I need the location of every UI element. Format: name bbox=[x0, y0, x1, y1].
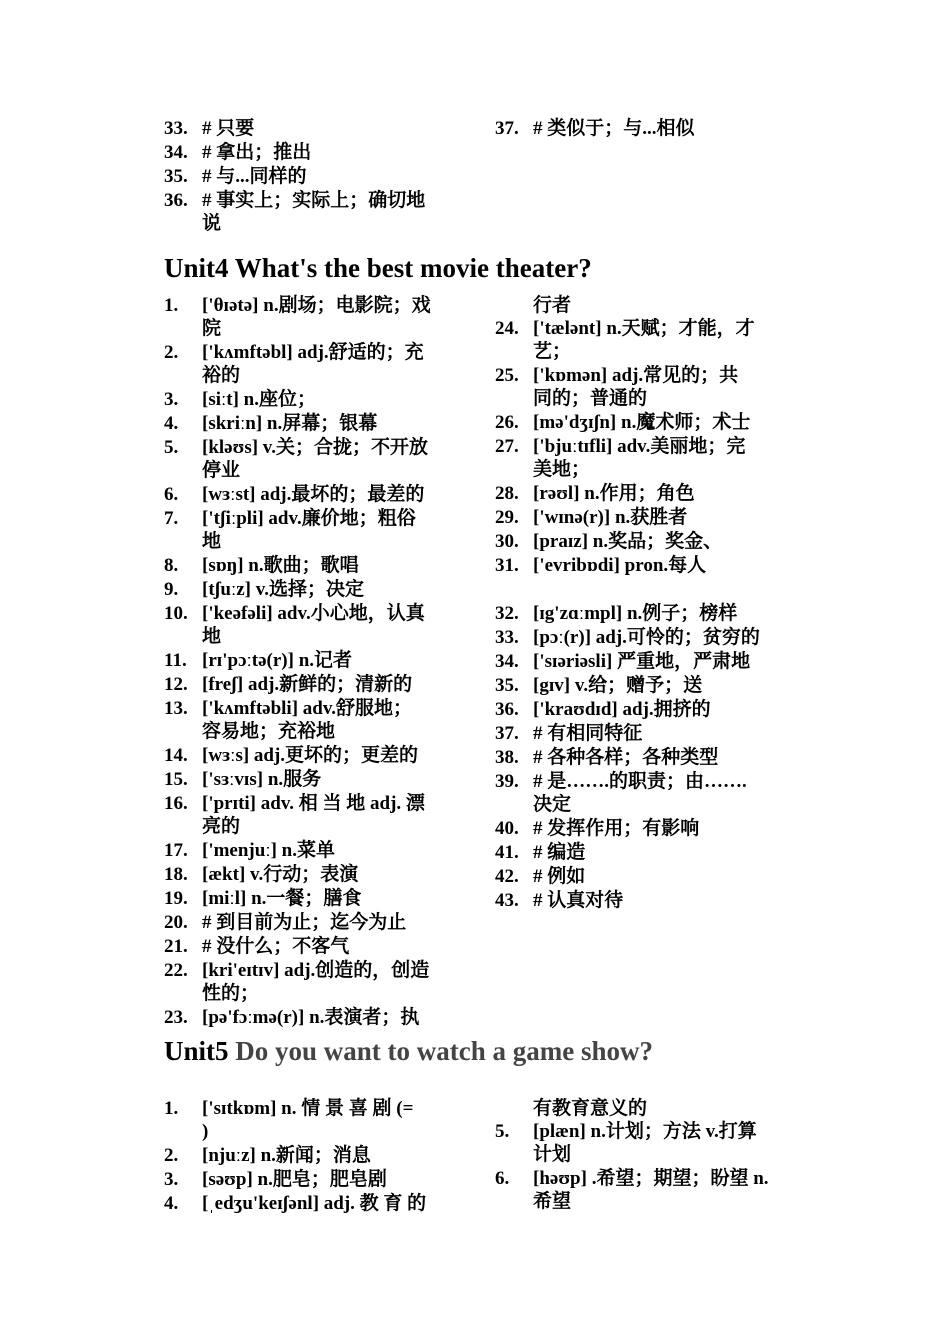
item-number: 29. bbox=[495, 507, 519, 528]
item-number: 20. bbox=[164, 912, 188, 933]
item-text-line: 希望 bbox=[533, 1191, 572, 1212]
item-text-line: 裕的 bbox=[202, 365, 241, 386]
item-text-line: [siːt] n.座位； bbox=[202, 389, 317, 410]
item-text-line: [miːl] n.一餐；膳食 bbox=[202, 888, 362, 909]
unit4-heading: Unit4 What's the best movie theater? bbox=[164, 253, 592, 283]
item-text-line: ['menjuː] n.菜单 bbox=[202, 840, 336, 861]
item-text-line: # 事实上；实际上；确切地 bbox=[202, 190, 426, 211]
item-text-line: # 各种各样；各种类型 bbox=[533, 747, 719, 768]
item-text-line: 艺； bbox=[533, 341, 572, 362]
unit5-heading bbox=[164, 1035, 653, 1067]
item-number: 6. bbox=[495, 1168, 510, 1189]
item-text-line: ['prɪti] adv. 相 当 地 adj. 漂 bbox=[202, 793, 425, 814]
item-number: 5. bbox=[495, 1121, 510, 1142]
item-text-line: ['kʌmftəbl] adj.舒适的；充 bbox=[202, 342, 424, 363]
item-number: 35. bbox=[495, 675, 519, 696]
item-number: 36. bbox=[164, 190, 188, 211]
item-number: 33. bbox=[164, 118, 188, 139]
item-text-line: ['bjuːtɪfli] adv.美丽地；完 bbox=[533, 436, 746, 457]
item-number: 14. bbox=[164, 745, 188, 766]
item-text-line: ['sɜːvɪs] n.服务 bbox=[202, 769, 322, 790]
item-number: 15. bbox=[164, 769, 188, 790]
item-text-line: # 类似于；与...相似 bbox=[533, 118, 695, 139]
item-text-line: [ækt] v.行动；表演 bbox=[202, 864, 359, 885]
item-number: 31. bbox=[495, 555, 519, 576]
item-text-line: ['θɪətə] n.剧场；电影院；戏 bbox=[202, 295, 431, 316]
item-number: 12. bbox=[164, 674, 188, 695]
item-number: 36. bbox=[495, 699, 519, 720]
item-number: 25. bbox=[495, 365, 519, 386]
item-number: 1. bbox=[164, 1098, 179, 1119]
item-text-line: [mə'dʒɪʃn] n.魔术师；术士 bbox=[533, 412, 751, 433]
item-text-line: ['kraʊdɪd] adj.拥挤的 bbox=[533, 699, 711, 720]
item-text-line: [həʊp] .希望；期望；盼望 n. bbox=[533, 1168, 769, 1189]
item-text-line: ['sɪtkɒm] n. 情 景 喜 剧 (= bbox=[202, 1098, 414, 1119]
item-text-line: ['wɪnə(r)] n.获胜者 bbox=[533, 507, 688, 528]
item-number: 4. bbox=[164, 413, 179, 434]
item-text-line: ['sɪəriəsli] 严重地，严肃地 bbox=[533, 651, 751, 672]
item-text-line: [njuːz] n.新闻；消息 bbox=[202, 1145, 371, 1166]
item-text-line: # 是…….的职责；由……. bbox=[533, 771, 747, 792]
item-number: 17. bbox=[164, 840, 188, 861]
item-number: 33. bbox=[495, 627, 519, 648]
item-number: 35. bbox=[164, 166, 188, 187]
item-number: 1. bbox=[164, 295, 179, 316]
item-text-line: 地 bbox=[202, 626, 222, 647]
item-number: 30. bbox=[495, 531, 519, 552]
item-number: 2. bbox=[164, 342, 179, 363]
item-number: 21. bbox=[164, 936, 188, 957]
item-number: 3. bbox=[164, 389, 179, 410]
item-text-line: 计划 bbox=[533, 1144, 572, 1165]
item-text-line: ['kɒmən] adj.常见的；共 bbox=[533, 365, 739, 386]
item-text-line: # 与...同样的 bbox=[202, 166, 307, 187]
item-text-line: # 拿出；推出 bbox=[202, 142, 312, 163]
unit5-heading-rest: Do you want to watch a game show? bbox=[235, 1036, 654, 1066]
item-number: 37. bbox=[495, 723, 519, 744]
item-text-line: 院 bbox=[202, 318, 222, 339]
item-number: 27. bbox=[495, 436, 519, 457]
unit4-right-continuation: 行者 bbox=[533, 295, 572, 316]
item-number: 43. bbox=[495, 890, 519, 911]
item-text-line: # 认真对待 bbox=[533, 890, 624, 911]
item-number: 22. bbox=[164, 960, 188, 981]
item-text-line: 说 bbox=[202, 213, 222, 234]
item-text-line: [ˌedʒu'keɪʃənl] adj. 教 育 的 bbox=[202, 1193, 427, 1214]
item-number: 16. bbox=[164, 793, 188, 814]
item-text-line: # 发挥作用；有影响 bbox=[533, 818, 700, 839]
item-text-line: ['tʃiːpli] adv.廉价地；粗俗 bbox=[202, 508, 416, 529]
item-text-line: [rɪ'pɔːtə(r)] n.记者 bbox=[202, 650, 353, 671]
item-number: 3. bbox=[164, 1169, 179, 1190]
item-number: 38. bbox=[495, 747, 519, 768]
item-text-line: [pə'fɔːmə(r)] n.表演者；执 bbox=[202, 1007, 420, 1028]
item-text-line: [rəʊl] n.作用；角色 bbox=[533, 483, 695, 504]
item-text-line: 性的； bbox=[202, 983, 260, 1004]
item-number: 19. bbox=[164, 888, 188, 909]
item-text-line: [freʃ] adj.新鲜的；清新的 bbox=[202, 674, 413, 695]
item-text-line: [tʃuːz] v.选择；决定 bbox=[202, 579, 364, 600]
item-text-line: [pɔː(r)] adj.可怜的；贫穷的 bbox=[533, 627, 760, 648]
item-text-line: [kləʊs] v.关；合拢；不开放 bbox=[202, 437, 429, 458]
item-number: 9. bbox=[164, 579, 179, 600]
unit5-heading-prefix: Unit5 bbox=[164, 1036, 236, 1066]
item-text-line: [plæn] n.计划；方法 v.打算 bbox=[533, 1121, 757, 1142]
item-number: 2. bbox=[164, 1145, 179, 1166]
item-text-line: # 没什么；不客气 bbox=[202, 936, 350, 957]
item-text-line: [wɜːs] adj.更坏的；更差的 bbox=[202, 745, 419, 766]
item-number: 41. bbox=[495, 842, 519, 863]
item-number: 7. bbox=[164, 508, 179, 529]
item-text-line: # 只要 bbox=[202, 118, 255, 139]
item-number: 40. bbox=[495, 818, 519, 839]
item-text-line: ['evribɒdi] pron.每人 bbox=[533, 555, 707, 576]
item-text-line: 美地； bbox=[533, 459, 591, 480]
item-text-line: ) bbox=[202, 1121, 209, 1142]
unit5-right-continuation: 有教育意义的 bbox=[533, 1098, 648, 1119]
item-text-line: 地 bbox=[202, 531, 222, 552]
item-number: 32. bbox=[495, 603, 519, 624]
item-text-line: 决定 bbox=[533, 794, 572, 815]
item-text-line: 容易地；充裕地 bbox=[202, 721, 336, 742]
item-text-line: [sɒŋ] n.歌曲；歌唱 bbox=[202, 555, 359, 576]
item-number: 28. bbox=[495, 483, 519, 504]
item-number: 24. bbox=[495, 318, 519, 339]
item-text-line: 同的；普通的 bbox=[533, 388, 648, 409]
item-number: 39. bbox=[495, 771, 519, 792]
item-text-line: [gɪv] v.给；赠予；送 bbox=[533, 675, 703, 696]
item-text-line: [səʊp] n.肥皂；肥皂剧 bbox=[202, 1169, 387, 1190]
item-text-line: [wɜːst] adj.最坏的；最差的 bbox=[202, 484, 425, 505]
item-text-line: 停业 bbox=[202, 460, 241, 481]
item-text-line: 亮的 bbox=[202, 816, 241, 837]
item-number: 34. bbox=[164, 142, 188, 163]
item-number: 5. bbox=[164, 437, 179, 458]
item-number: 6. bbox=[164, 484, 179, 505]
item-number: 34. bbox=[495, 651, 519, 672]
item-number: 13. bbox=[164, 698, 188, 719]
item-text-line: # 编造 bbox=[533, 842, 586, 863]
item-number: 37. bbox=[495, 118, 519, 139]
item-text-line: [kri'eɪtɪv] adj.创造的，创造 bbox=[202, 960, 430, 981]
item-text-line: [skriːn] n.屏幕；银幕 bbox=[202, 413, 378, 434]
item-number: 4. bbox=[164, 1193, 179, 1214]
item-text-line: # 有相同特征 bbox=[533, 723, 643, 744]
item-text-line: ['tælənt] n.天赋；才能，才 bbox=[533, 318, 755, 339]
item-text-line: [ɪg'zɑːmpl] n.例子；榜样 bbox=[533, 603, 738, 624]
item-number: 11. bbox=[164, 650, 187, 671]
item-text-line: ['kʌmftəbli] adv.舒服地； bbox=[202, 698, 413, 719]
item-text-line: # 例如 bbox=[533, 866, 586, 887]
item-number: 42. bbox=[495, 866, 519, 887]
item-text-line: ['keəfəli] adv.小心地，认真 bbox=[202, 603, 425, 624]
item-number: 26. bbox=[495, 412, 519, 433]
item-number: 8. bbox=[164, 555, 179, 576]
item-number: 10. bbox=[164, 603, 188, 624]
item-number: 23. bbox=[164, 1007, 188, 1028]
item-text-line: [praɪz] n.奖品；奖金、 bbox=[533, 531, 723, 552]
item-text-line: # 到目前为止；迄今为止 bbox=[202, 912, 407, 933]
item-number: 18. bbox=[164, 864, 188, 885]
